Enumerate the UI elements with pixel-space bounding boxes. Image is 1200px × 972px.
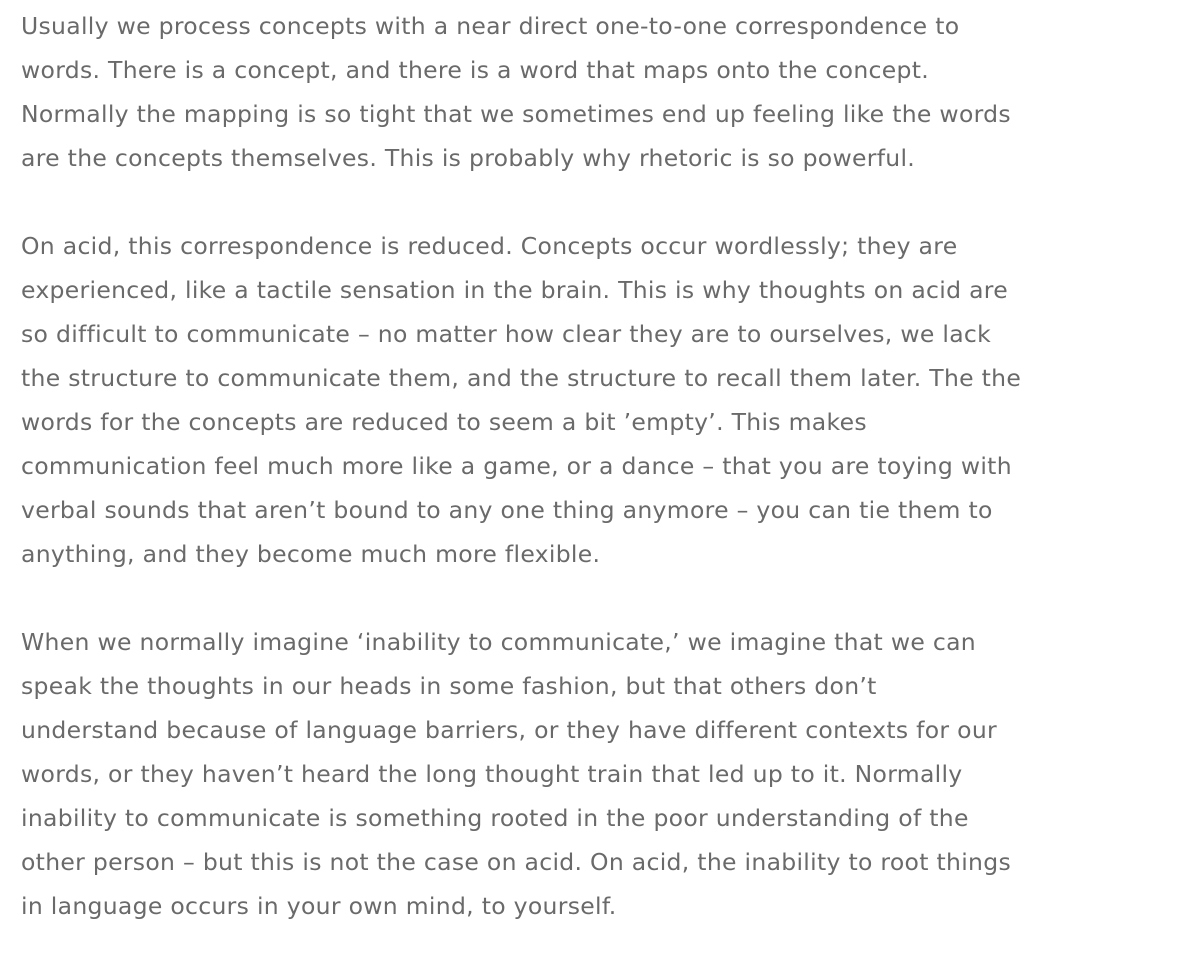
- text-line: in language occurs in your own mind, to yourself.: [21, 892, 617, 920]
- paragraph-1: [21, 4, 1171, 180]
- text-line: anything, and they become much more flexible.: [21, 540, 601, 568]
- text-line: speak the thoughts in our heads in some fashion, but that others don’t: [21, 672, 877, 700]
- text-line: other person – but this is not the case on acid. On acid, the inability to root things: [21, 848, 1011, 876]
- paragraph-2: [21, 224, 1171, 576]
- text-line: experienced, like a tactile sensation in the brain. This is why thoughts on acid are: [21, 276, 1008, 304]
- text-line: are the concepts themselves. This is probably why rhetoric is so powerful.: [21, 144, 916, 172]
- text-line: Normally the mapping is so tight that we sometimes end up feeling like the words: [21, 100, 1011, 128]
- text-line: so difficult to communicate – no matter how clear they are to ourselves, we lack: [21, 320, 992, 348]
- text-line: communication feel much more like a game, or a dance – that you are toying with: [21, 452, 1012, 480]
- article-body: [21, 4, 1171, 972]
- paragraph-3: [21, 620, 1171, 928]
- text-line: words for the concepts are reduced to seem a bit ’empty’. This makes: [21, 408, 867, 436]
- text-line: understand because of language barriers, or they have different contexts for our: [21, 716, 998, 744]
- text-line: inability to communicate is something rooted in the poor understanding of the: [21, 804, 969, 832]
- text-line: the structure to communicate them, and the structure to recall them later. The the: [21, 364, 1022, 392]
- text-line: On acid, this correspondence is reduced. Concepts occur wordlessly; they are: [21, 232, 958, 260]
- text-line: Usually we process concepts with a near direct one-to-one correspondence to: [21, 12, 960, 40]
- text-line: When we normally imagine ‘inability to communicate,’ we imagine that we can: [21, 628, 976, 656]
- text-line: verbal sounds that aren’t bound to any one thing anymore – you can tie them to: [21, 496, 993, 524]
- text-line: words. There is a concept, and there is a word that maps onto the concept.: [21, 56, 930, 84]
- text-line: words, or they haven’t heard the long thought train that led up to it. Normally: [21, 760, 963, 788]
